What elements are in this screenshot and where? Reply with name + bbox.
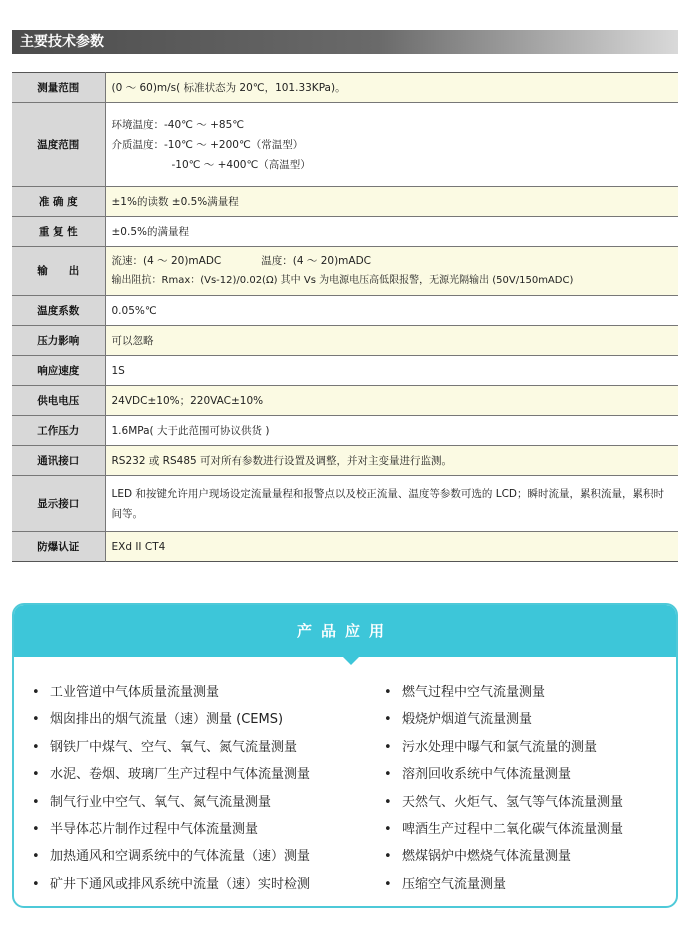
table-row <box>12 446 678 476</box>
row-label: 温度系数 <box>12 296 105 326</box>
applications-title: 产品应用 <box>296 622 393 640</box>
table-row <box>12 296 678 326</box>
spec-table <box>12 72 678 562</box>
row-value: 24VDC±10%；220VAC±10% <box>105 386 678 416</box>
bullet-icon: • <box>384 685 392 700</box>
list-item <box>32 843 310 870</box>
row-value: RS232 或 RS485 可对所有参数进行设置及调整，并对主变量进行监测。 <box>105 446 678 476</box>
temp-output: 温度：(4 ～ 20)mADC <box>261 255 371 267</box>
list-item-text: 压缩空气流量测量 <box>402 876 507 892</box>
row-value: LED 和按键允许用户现场设定流量量程和报警点以及校正流量、温度等参数可选的 LCD；瞬时流量，累积流量，累积时间等。 <box>105 476 678 532</box>
list-item <box>32 789 310 816</box>
table-row <box>12 187 678 217</box>
bullet-icon: • <box>32 685 40 700</box>
row-label: 压力影响 <box>12 326 105 356</box>
bullet-icon: • <box>32 849 40 865</box>
list-item-text: 燃气过程中空气流量测量 <box>402 685 546 700</box>
flow-output: 流速：(4 ～ 20)mADC <box>111 255 222 267</box>
table-row <box>12 532 678 562</box>
list-item-text: 污水处理中曝气和氯气流量的测量 <box>402 739 598 755</box>
row-value: ±0.5%的满量程 <box>105 217 678 247</box>
table-row <box>12 386 678 416</box>
row-label: 重 复 性 <box>12 217 105 247</box>
applications-list-left <box>32 679 310 898</box>
list-item <box>384 761 623 788</box>
medium-temp-line: 介质温度：-10℃ ～ +200℃（常温型） <box>111 138 304 151</box>
row-label: 响应速度 <box>12 356 105 386</box>
bullet-icon: • <box>384 712 392 728</box>
section-title: 主要技术参数 <box>12 30 678 54</box>
bullet-icon: • <box>32 739 40 755</box>
bullet-icon: • <box>384 739 392 755</box>
table-row <box>12 103 678 187</box>
table-row <box>12 73 678 103</box>
impedance-line: 输出阻抗：Rmax：(Vs-12)/0.02(Ω) 其中 Vs 为电源电压高低限报警，无源光隔输出 (50V/150mADC) <box>111 275 574 286</box>
row-value: 可以忽略 <box>105 326 678 356</box>
list-item-text: 燃煤锅炉中燃烧气体流量测量 <box>402 849 572 865</box>
bullet-icon: • <box>384 876 392 892</box>
list-item <box>384 816 623 843</box>
list-item <box>384 789 623 816</box>
row-value <box>105 247 678 296</box>
list-item-text: 加热通风和空调系统中的气体流量（速）测量 <box>50 849 311 865</box>
list-item-text: 煅烧炉烟道气流量测量 <box>402 712 533 728</box>
row-value: (0 ～ 60)m/s( 标准状态为 20℃，101.33KPa)。 <box>105 73 678 103</box>
bullet-icon: • <box>384 822 392 838</box>
bullet-icon: • <box>32 876 40 892</box>
table-row <box>12 247 678 296</box>
row-label: 准 确 度 <box>12 187 105 217</box>
row-value: 1S <box>105 356 678 386</box>
list-item-text: 天然气、火炬气、氢气等气体流量测量 <box>402 794 624 810</box>
list-item <box>32 679 310 706</box>
list-item-text: 啤酒生产过程中二氧化碳气体流量测量 <box>402 822 624 838</box>
row-label: 显示接口 <box>12 476 105 532</box>
ambient-temp-line: 环境温度：-40℃ ～ +85℃ <box>111 118 245 131</box>
applications-panel <box>12 603 678 908</box>
high-temp-line: -10℃ ～ +400℃（高温型） <box>171 158 311 171</box>
table-row <box>12 326 678 356</box>
table-row <box>12 356 678 386</box>
bullet-icon: • <box>32 822 40 838</box>
row-label: 工作压力 <box>12 416 105 446</box>
header-pointer <box>343 657 359 665</box>
list-item <box>32 871 310 898</box>
list-item-text: 烟囱排出的烟气流量（速）测量 (CEMS) <box>50 712 284 728</box>
row-value: EXd II CT4 <box>105 532 678 562</box>
list-item-text: 工业管道中气体质量流量测量 <box>50 685 220 700</box>
list-item-text: 溶剂回收系统中气体流量测量 <box>402 767 572 783</box>
row-value: 0.05%℃ <box>105 296 678 326</box>
row-label: 输 出 <box>12 247 105 296</box>
row-value: ±1%的读数 ±0.5%满量程 <box>105 187 678 217</box>
list-item <box>32 734 310 761</box>
applications-list-right <box>384 679 623 898</box>
table-row <box>12 416 678 446</box>
row-value <box>105 103 678 187</box>
list-item <box>384 734 623 761</box>
row-label: 通讯接口 <box>12 446 105 476</box>
row-value: 1.6MPa( 大于此范围可协议供货 ) <box>105 416 678 446</box>
list-item-text: 钢铁厂中煤气、空气、氧气、氮气流量测量 <box>50 739 298 755</box>
list-item-text: 矿井下通风或排风系统中流量（速）实时检测 <box>50 876 311 892</box>
bullet-icon: • <box>384 849 392 865</box>
bullet-icon: • <box>32 712 40 728</box>
bullet-icon: • <box>32 794 40 810</box>
table-row <box>12 476 678 532</box>
list-item <box>32 816 310 843</box>
list-item-text: 水泥、卷烟、玻璃厂生产过程中气体流量测量 <box>50 767 311 783</box>
row-label: 温度范围 <box>12 103 105 187</box>
bullet-icon: • <box>384 794 392 810</box>
bullet-icon: • <box>384 767 392 783</box>
list-item <box>384 843 623 870</box>
list-item-text: 半导体芯片制作过程中气体流量测量 <box>50 822 259 838</box>
output-current-line <box>112 251 673 271</box>
list-item-text: 制气行业中空气、氧气、氮气流量测量 <box>50 794 272 810</box>
list-item <box>32 706 310 733</box>
row-label: 防爆认证 <box>12 532 105 562</box>
list-item <box>32 761 310 788</box>
table-row <box>12 217 678 247</box>
bullet-icon: • <box>32 767 40 783</box>
row-label: 测量范围 <box>12 73 105 103</box>
row-label: 供电电压 <box>12 386 105 416</box>
list-item <box>384 706 623 733</box>
list-item <box>384 679 623 706</box>
list-item <box>384 871 623 898</box>
